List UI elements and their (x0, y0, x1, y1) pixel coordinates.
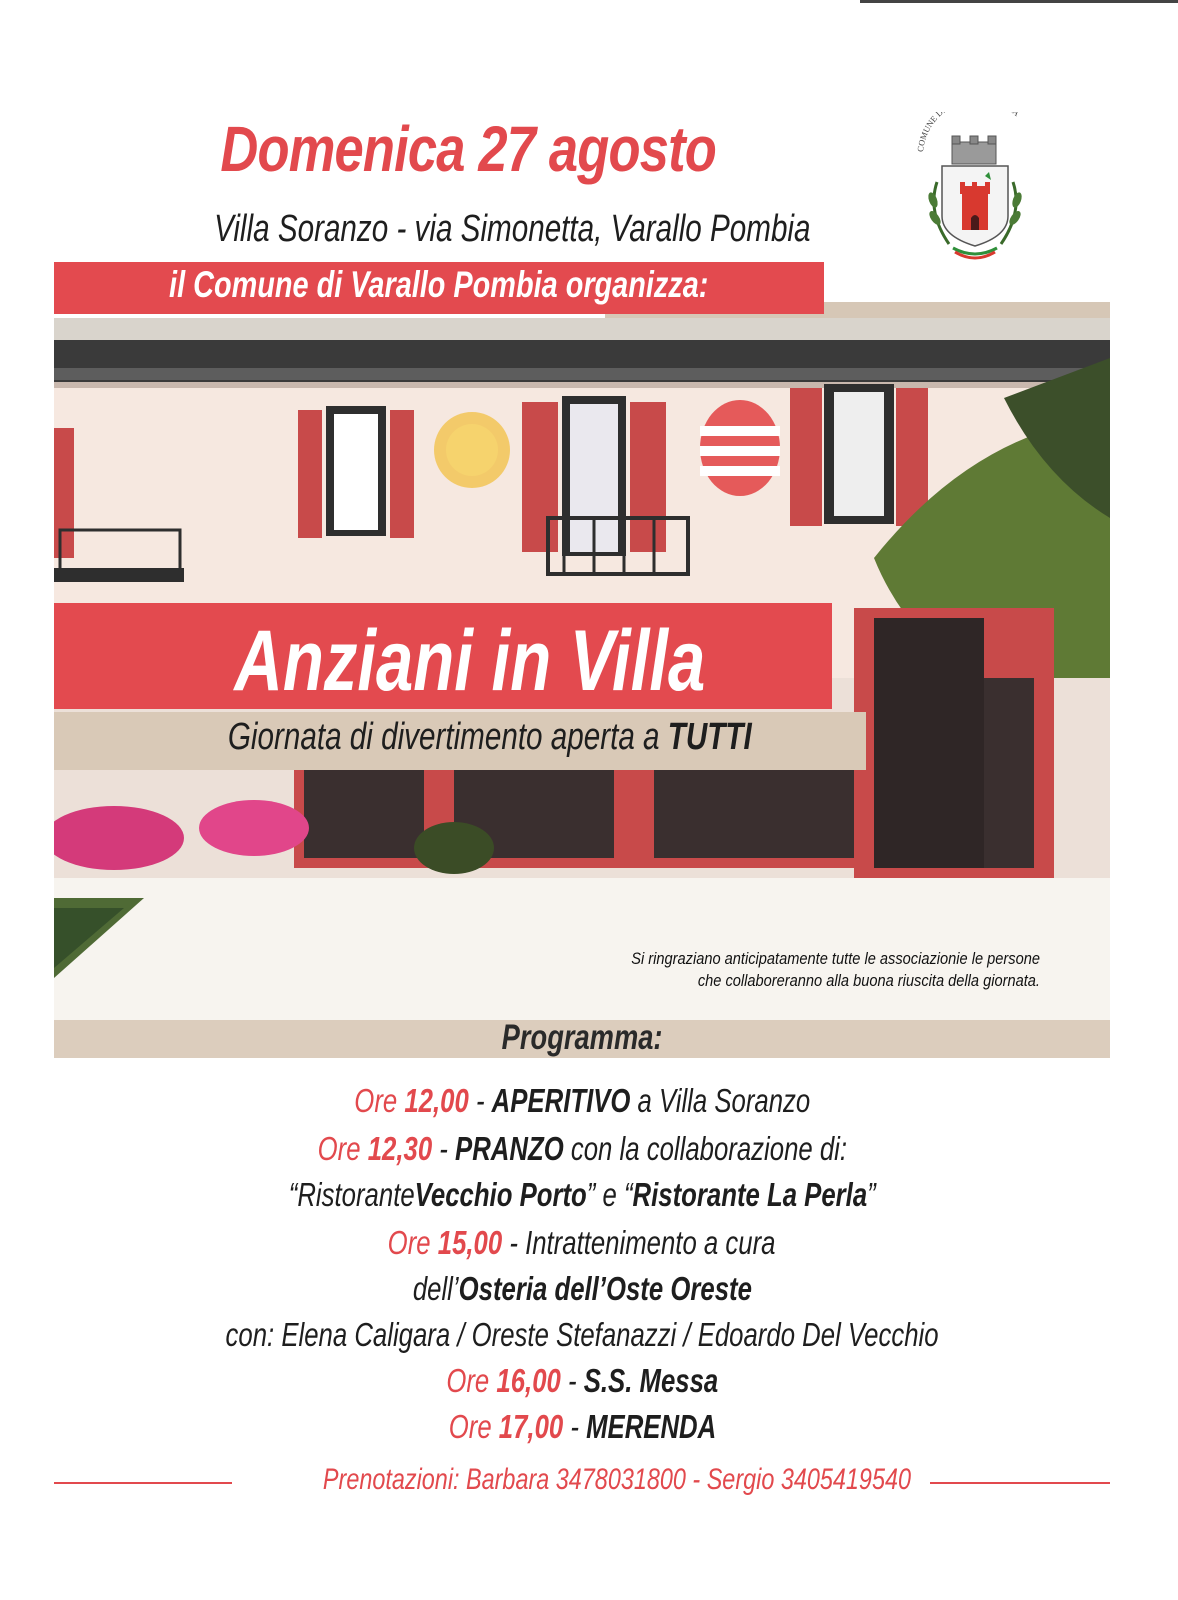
programma-title (54, 1018, 1110, 1058)
ore-label: Ore (354, 1082, 397, 1119)
subtitle-prefix: Giornata di divertimento aperta a (228, 716, 660, 758)
schedule-time: 17,00 (498, 1408, 563, 1445)
dash: - (438, 1130, 448, 1167)
performers: con: Elena Caligara / Oreste Stefanazzi / Edoardo Del Vecchio (225, 1316, 939, 1353)
restaurant-joiner: ” e “ (586, 1176, 633, 1213)
dash: - (509, 1224, 519, 1261)
scan-edge-line (860, 0, 1178, 3)
schedule-item (54, 1362, 1110, 1400)
dash: - (475, 1082, 485, 1119)
restaurant-suffix: ” (866, 1176, 876, 1213)
event-date-title (138, 112, 798, 186)
schedule-time: 15,00 (438, 1224, 503, 1261)
schedule-item (54, 1130, 1110, 1168)
schedule-item (54, 1316, 1110, 1354)
organizer-line (54, 264, 824, 306)
reservations-text: Prenotazioni: Barbara 3478031800 - Sergio 3405419540 (322, 1463, 911, 1496)
crest-label: COMUNE D A (915, 112, 1022, 153)
thanks-line-1: Si ringraziano anticipatamente tutte le associazionie le persone (631, 949, 1040, 968)
ore-label: Ore (448, 1408, 492, 1445)
thanks-line-2: che collaboreranno alla buona riuscita della giornata. (697, 971, 1040, 990)
osteria-name: Osteria dell’Oste Oreste (458, 1270, 752, 1307)
thanks-note (480, 948, 1040, 992)
schedule-item (54, 1408, 1110, 1446)
restaurant-prefix: “Ristorante (288, 1176, 415, 1213)
subtitle-emphasis: TUTTI (667, 716, 752, 758)
schedule-detail: con la collaborazione di: (570, 1130, 847, 1167)
municipal-coat-of-arms-icon (905, 112, 1045, 272)
restaurant-name: Ristorante La Perla (632, 1176, 867, 1213)
ore-label: Ore (388, 1224, 432, 1261)
schedule-time: 16,00 (496, 1362, 561, 1399)
ore-label: Ore (317, 1130, 361, 1167)
schedule-item (54, 1176, 1110, 1214)
schedule-time: 12,30 (367, 1130, 432, 1167)
event-subtitle (120, 716, 860, 759)
venue-text: Villa Soranzo - via Simonetta, Varallo Pombia (214, 208, 811, 250)
venue-line (130, 208, 811, 251)
schedule-detail: Intrattenimento a cura (525, 1224, 776, 1261)
programma-title-text: Programma: (501, 1018, 663, 1057)
date-title-text: Domenica 27 agosto (220, 113, 716, 185)
footer-rule-right (930, 1482, 1110, 1484)
schedule-activity: S.S. Messa (583, 1362, 718, 1399)
dash: - (569, 1408, 579, 1445)
schedule-detail: a Villa Soranzo (637, 1082, 810, 1119)
schedule-activity: MERENDA (585, 1408, 716, 1445)
schedule-item (54, 1270, 1110, 1308)
schedule-item (54, 1224, 1110, 1262)
reservations-line (240, 1463, 920, 1497)
event-title-text: Anziani in Villa (234, 613, 706, 709)
schedule-activity: APERITIVO (491, 1082, 631, 1119)
footer-rule-left (54, 1482, 232, 1484)
restaurant-name: Vecchio Porto (414, 1176, 587, 1213)
schedule-time: 12,00 (404, 1082, 469, 1119)
schedule-item (54, 1082, 1110, 1120)
ore-label: Ore (446, 1362, 489, 1399)
event-title (120, 612, 820, 711)
organizer-text: il Comune di Varallo Pombia organizza: (169, 264, 709, 305)
osteria-prefix: dell’ (412, 1270, 459, 1307)
schedule-activity: PRANZO (454, 1130, 564, 1167)
dash: - (567, 1362, 577, 1399)
